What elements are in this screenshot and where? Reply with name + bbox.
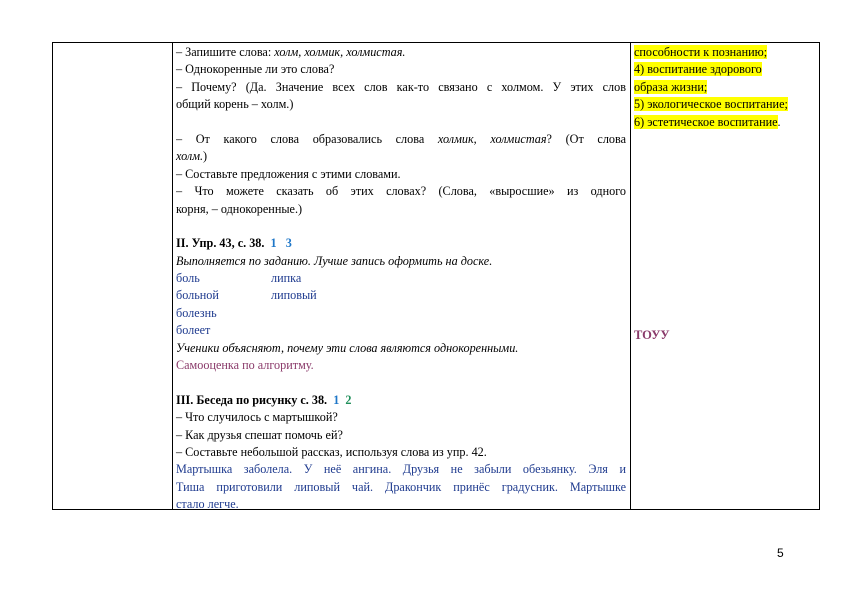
answer-line: общий корень – холм.): [176, 97, 294, 112]
instruction-line: – Запишите слова: холм, холмик, холмистая.: [176, 45, 406, 59]
goal-item: 5) экологическое воспитание;: [634, 97, 788, 112]
lesson-table: [52, 42, 820, 510]
goals-column: [634, 44, 814, 342]
answer-line: холм.): [176, 149, 208, 164]
goal-item: способности к познанию;: [634, 45, 768, 59]
column-divider-1: [172, 43, 173, 509]
question-line: – Однокоренные ли это слова?: [176, 62, 335, 77]
step-number: 3: [285, 236, 292, 251]
story-line: стало легче.: [176, 497, 239, 512]
answer-line: корня, – однокоренные.): [176, 201, 303, 216]
story-line: Тиша приготовили липовый чай. Дракончик принёс градусник. Мартышке: [176, 479, 626, 494]
question-line: – Что случилось с мартышкой?: [176, 410, 338, 425]
self-assessment-line: Самооценка по алгоритму.: [176, 358, 314, 373]
question-line: – Как друзья спешат помочь ей?: [176, 427, 343, 442]
page-number: 5: [777, 546, 784, 560]
step-number: 2: [345, 392, 352, 407]
question-line: – От какого слова образовались слова холмик, холмистая? (От слова: [176, 131, 626, 146]
instruction-line: – Составьте предложения с этими словами.: [176, 166, 401, 181]
section-heading-3: III. Беседа по рисунку с. 38. 1 2: [176, 392, 352, 407]
goal-item: образа жизни;: [634, 79, 708, 94]
goal-item: 6) эстетическое воспитание.: [634, 114, 781, 129]
story-line: Мартышка заболела. У неё ангина. Друзья не забыли обезьянку. Эля и: [176, 462, 626, 477]
lesson-content-column: [176, 44, 626, 514]
step-number: 1: [333, 392, 340, 407]
word-pair-row: больной липовый: [176, 288, 317, 303]
section-heading-2: II. Упр. 43, с. 38. 1 3: [176, 236, 292, 251]
step-number: 1: [270, 236, 277, 251]
question-line: – Почему? (Да. Значение всех слов как-то связано с холмом. У этих слов: [176, 79, 626, 94]
task-description: Выполняется по заданию. Лучше запись оформить на доске.: [176, 253, 493, 268]
question-line: – Что можете сказать об этих словах? (Слова, «выросшие» из одного: [176, 184, 626, 199]
word-pair-row: болезнь: [176, 305, 217, 320]
explanation-line: Ученики объясняют, почему эти слова являются однокоренными.: [176, 340, 519, 355]
touu-label: ТОУУ: [634, 328, 670, 342]
word-pair-row: боль липка: [176, 271, 302, 286]
goal-item: 4) воспитание здорового: [634, 62, 762, 77]
word-pair-row: болеет: [176, 323, 211, 338]
column-divider-2: [630, 43, 631, 509]
question-line: – Составьте небольшой рассказ, используя слова из упр. 42.: [176, 444, 487, 459]
